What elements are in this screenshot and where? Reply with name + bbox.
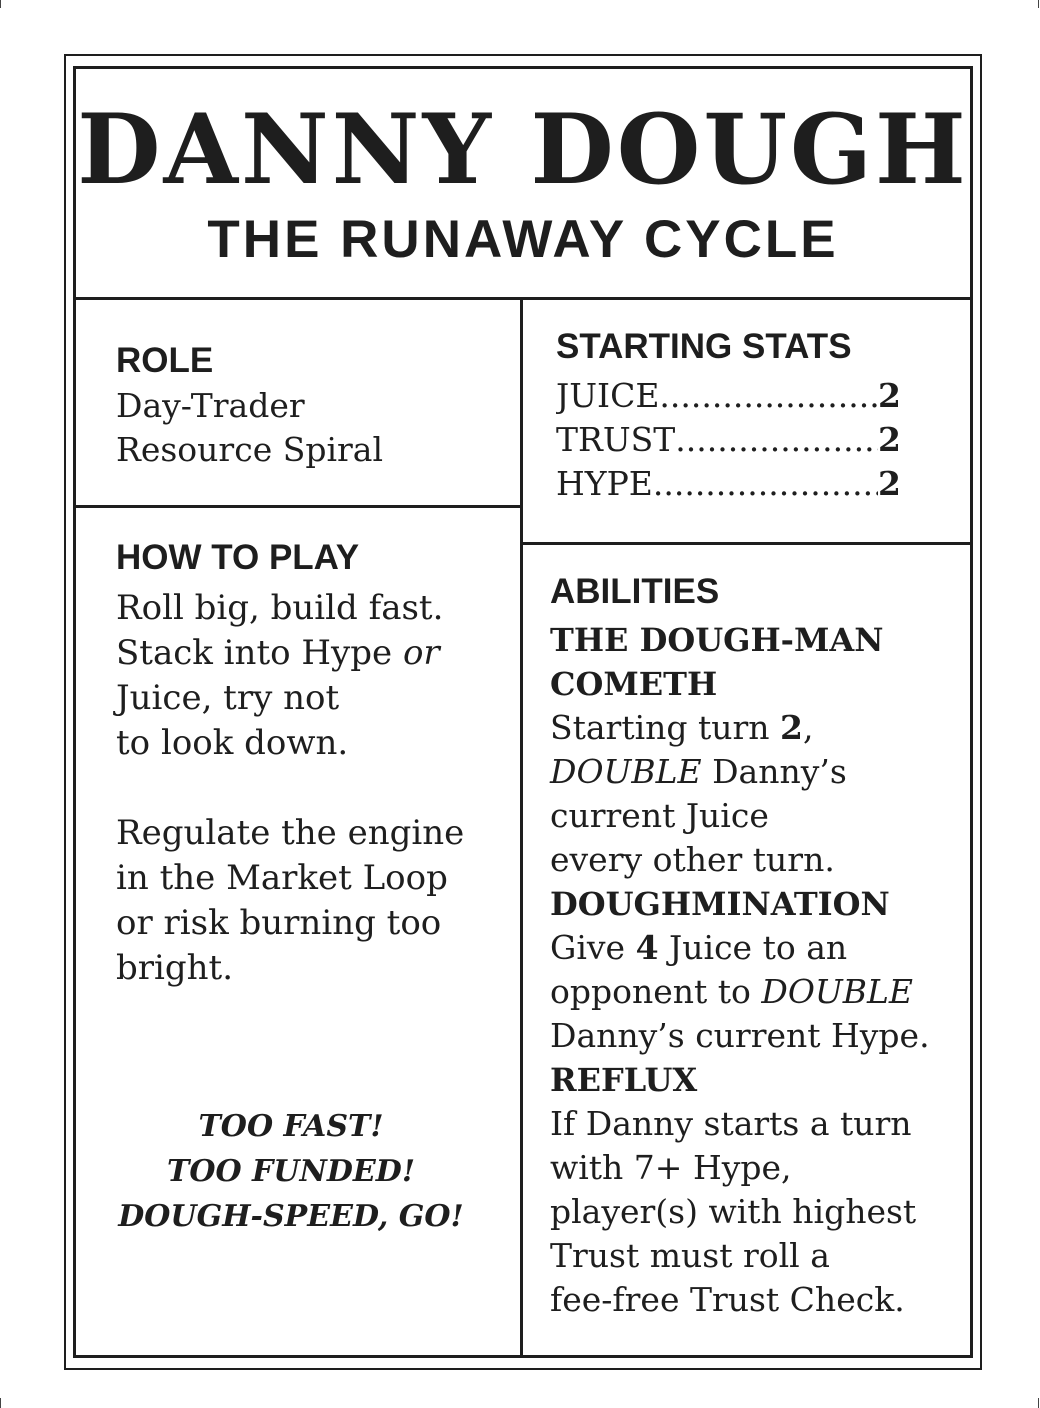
column-divider — [520, 297, 523, 1358]
how-to-play-line: Juice, try not — [116, 678, 340, 718]
role-heading: ROLE — [116, 341, 214, 380]
how-to-play-line: or risk burning too — [116, 903, 442, 943]
card-subtitle: THE RUNAWAY CYCLE — [207, 210, 839, 269]
how-to-play-heading: HOW TO PLAY — [116, 538, 360, 577]
tagline — [76, 1104, 506, 1239]
stat-name: TRUST — [556, 420, 676, 459]
abilities-text — [550, 618, 930, 1322]
role-line: Resource Spiral — [116, 430, 383, 469]
role-text — [116, 384, 383, 472]
stat-value: 2 — [878, 420, 901, 459]
tagline-line: TOO FAST! — [198, 1109, 384, 1144]
stat-juice — [556, 374, 901, 418]
stat-name: JUICE — [556, 376, 660, 415]
ability-line: every other turn. — [550, 840, 835, 879]
ability-line: Starting turn 2, — [550, 708, 814, 747]
how-to-play-line: bright. — [116, 948, 234, 988]
how-to-play-line: Stack into Hype or — [116, 633, 440, 673]
role-divider — [73, 505, 523, 508]
stats-list — [556, 374, 901, 506]
tagline-line: DOUGH-SPEED, GO! — [118, 1199, 464, 1234]
crop-mark — [0, 1398, 1, 1408]
how-to-play-text — [116, 586, 464, 991]
crop-mark — [1038, 0, 1039, 8]
stat-leader-dots — [659, 374, 878, 418]
ability-line: If Danny starts a turn — [550, 1104, 912, 1143]
ability-line: opponent to DOUBLE — [550, 972, 913, 1011]
crop-mark — [1038, 1398, 1039, 1408]
header-divider — [73, 297, 973, 300]
card-title: DANNY DOUGH — [77, 93, 969, 206]
ability-line: player(s) with highest — [550, 1192, 917, 1231]
stats-heading: STARTING STATS — [556, 327, 852, 366]
stat-name: HYPE — [556, 464, 653, 503]
role-line: Day-Trader — [116, 386, 305, 425]
ability-line: DOUBLE Danny’s — [550, 752, 847, 791]
ability-line: with 7+ Hype, — [550, 1148, 792, 1187]
how-to-play-line: Roll big, build fast. — [116, 588, 444, 628]
ability-line: Trust must roll a — [550, 1236, 830, 1275]
stat-leader-dots — [675, 418, 878, 462]
stat-hype — [556, 462, 901, 506]
ability-title: THE DOUGH-MAN — [550, 621, 884, 659]
stats-divider — [520, 542, 973, 545]
ability-line: Danny’s current Hype. — [550, 1016, 930, 1055]
ability-line: Give 4 Juice to an — [550, 928, 848, 967]
how-to-play-line: to look down. — [116, 723, 349, 763]
stat-trust — [556, 418, 901, 462]
how-to-play-line: in the Market Loop — [116, 858, 448, 898]
stat-value: 2 — [878, 376, 901, 415]
ability-title: COMETH — [550, 665, 718, 703]
ability-title: DOUGHMINATION — [550, 885, 890, 923]
tagline-line: TOO FUNDED! — [167, 1154, 415, 1189]
ability-title: REFLUX — [550, 1061, 698, 1099]
abilities-heading: ABILITIES — [550, 572, 720, 611]
stat-value: 2 — [878, 464, 901, 503]
ability-line: fee-free Trust Check. — [550, 1280, 905, 1319]
ability-line: current Juice — [550, 796, 769, 835]
crop-mark — [0, 0, 1, 8]
stat-leader-dots — [653, 462, 878, 506]
how-to-play-line: Regulate the engine — [116, 813, 465, 853]
